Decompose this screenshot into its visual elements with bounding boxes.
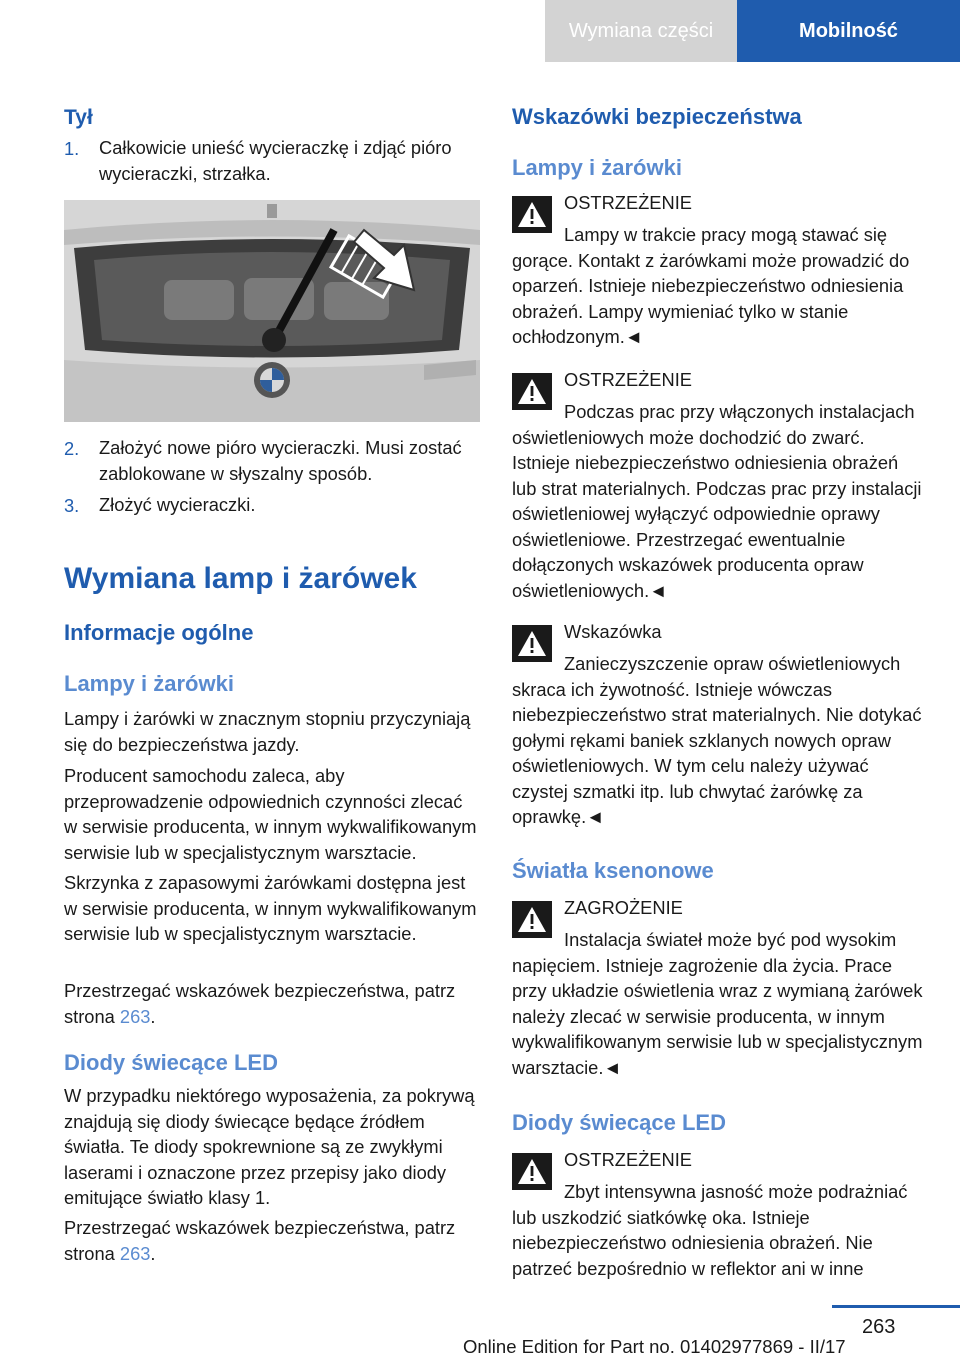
rear-wiper-illustration [64,200,480,422]
warning-title: OSTRZEŻENIE [564,1149,692,1170]
tab-chapter-label: Mobilność [799,19,898,42]
page-number: 263 [862,1316,896,1338]
tab-section[interactable] [545,0,737,62]
paragraph: Przestrzegać wskazówek bezpieczeństwa, patrz strona 263. [64,1217,456,1264]
edition-note: Online Edition for Part no. 01402977869 - II/17 [463,1336,846,1357]
warning-body: Zanieczyszczenie opraw oświetleniowych skraca ich żywotność. Istnieje wówczas niebezpieczeństwo strat materialnych. Nie dotykać gołymi rękami baniek szklanych nowych opraw oświetleniowych. W tym celu należy używać czystej szmatki itp. lub chwytać żarówkę za oprawkę.◄ [512,653,922,827]
lamps-heading: Lampy i żarówki [512,155,682,180]
paragraph: Skrzynka z zapasowymi żarówkami dostępna jest w serwisie producenta, w innym wykwalifikowanym serwisie lub w specjalistycznym warsztacie. [64,872,477,944]
paragraph: Lampy i żarówki w znacznym stopniu przyczyniają się do bezpieczeństwa jazdy. [64,708,471,755]
subsection-heading: Informacje ogólne [64,620,254,645]
step-number: 2. [64,438,80,459]
warning-body: Instalacja świateł może być pod wysokim napięciem. Istnieje zagrożenie dla życia. Prace przy układzie oświetlenia wraz z wymianą żarówek należy zlecać w serwisie producenta, w innym wykwalifikowanym serwisie lub w specjalistycznym warsztacie.◄ [512,929,923,1078]
rear-heading: Tył [64,106,93,129]
step-text: Założyć nowe pióro wycieraczki. Musi zostać zablokowane w słyszalny sposób. [99,437,462,484]
warning-body: Podczas prac przy włączonych instalacjach oświetleniowych może dochodzić do zwarć. Istnieje niebezpieczeństwo odniesienia obrażeń lub strat materialnych. Podczas prac przy instalacji oświetleniowej wyłączyć odpowiednie oprawy oświetleniowe. Przestrzegać ewentualnie dołączonych wskazówek producenta opraw oświetleniowych.◄ [512,401,922,601]
paragraph: W przypadku niektórego wyposażenia, za pokrywą znajdują się diody świecące będące źródłem światła. Te diody spokrewnione są ze zwykłymi laserami i oznaczone przez przepisy jako diody emitujące światło klasy 1. [64,1085,475,1208]
warning-title: ZAGROŻENIE [564,897,683,918]
warning-title: Wskazówka [564,621,662,642]
warning-body: Lampy w trakcie pracy mogą stawać się gorące. Kontakt z żarówkami może prowadzić do oparzeń. Istnieje niebezpieczeństwo odniesienia obrażeń. Lampy wymieniać tylko w stanie ochłodzonym.◄ [512,224,910,347]
warning-body: Zbyt intensywna jasność może podrażniać lub uszkodzić siatkówkę oka. Istnieje niebezpieczeństwo odniesienia obrażeń. Nie patrzeć bezpośrednio w reflektor ani w inne [512,1181,908,1279]
safety-heading: Wskazówki bezpieczeństwa [512,104,802,129]
warning-title: OSTRZEŻENIE [564,369,692,390]
paragraph-text: Przestrzegać wskazówek bezpieczeństwa, patrz strona [64,980,456,1027]
step-number: 3. [64,495,80,516]
lamps-heading: Lampy i żarówki [64,671,234,696]
page-link[interactable]: 263 [119,1005,151,1027]
tab-section-label: Wymiana części [568,19,714,42]
page-link[interactable]: 263 [119,1242,151,1264]
tab-chapter[interactable] [737,0,960,62]
paragraph-text: Przestrzegać wskazówek bezpieczeństwa, patrz strona [64,1217,456,1264]
step-text: Całkowicie unieść wycieraczkę i zdjąć pióro wycieraczki, strzałka. [99,137,452,184]
paragraph: Producent samochodu zaleca, aby przeprowadzenie odpowiednich czynności zlecać w serwisie producenta, w innym wykwalifikowanym serwisie lub w specjalistycznym warsztacie. [64,765,477,863]
warning-title: OSTRZEŻENIE [564,192,692,213]
section-heading: Wymiana lamp i żarówek [64,562,417,595]
step-text: Złożyć wycieraczki. [99,494,256,515]
paragraph: Przestrzegać wskazówek bezpieczeństwa, patrz strona 263. [64,980,456,1027]
led-heading: Diody świecące LED [64,1050,278,1075]
step-number: 1. [64,138,80,159]
xenon-heading: Światła ksenonowe [512,858,714,883]
led-heading: Diody świecące LED [512,1110,726,1135]
footer-rule [832,1305,960,1308]
